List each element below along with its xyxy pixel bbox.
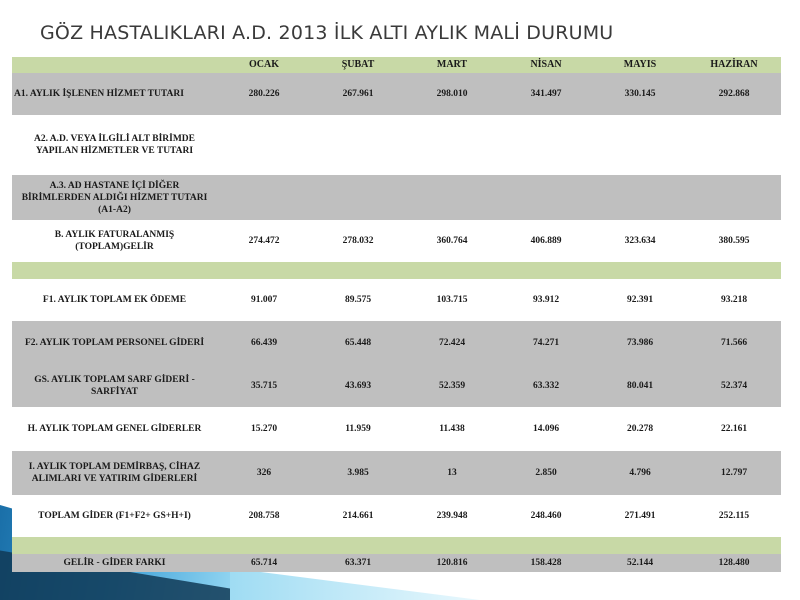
table-cell: 330.145 (593, 73, 687, 115)
table-cell (687, 175, 781, 220)
table-cell: 15.270 (217, 407, 311, 451)
separator-cell (311, 537, 405, 554)
column-header-mayis: MAYIS (593, 57, 687, 73)
table-row (12, 451, 781, 495)
table-cell: 252.115 (687, 495, 781, 537)
table-row (12, 279, 781, 321)
table-cell: 66.439 (217, 321, 311, 365)
table-cell: 35.715 (217, 365, 311, 407)
table-cell: 71.566 (687, 321, 781, 365)
separator-cell (311, 262, 405, 279)
column-header-subat: ŞUBAT (311, 57, 405, 73)
separator-cell (687, 537, 781, 554)
table-row (12, 365, 781, 407)
table-cell: 74.271 (499, 321, 593, 365)
table-cell: 52.359 (405, 365, 499, 407)
table-cell (593, 175, 687, 220)
table-row (12, 495, 781, 537)
separator-cell (499, 537, 593, 554)
table-cell (311, 115, 405, 175)
table-cell: 93.912 (499, 279, 593, 321)
table-cell (687, 115, 781, 175)
separator-cell (593, 262, 687, 279)
table-cell: 239.948 (405, 495, 499, 537)
table-cell: 208.758 (217, 495, 311, 537)
table-cell: 89.575 (311, 279, 405, 321)
row-label: GS. AYLIK TOPLAM SARF GİDERİ - SARFİYAT (12, 365, 217, 407)
table-cell: 63.371 (311, 554, 405, 572)
table-cell: 380.595 (687, 220, 781, 262)
table-cell: 12.797 (687, 451, 781, 495)
row-label: B. AYLIK FATURALANMIŞ (TOPLAM)GELİR (12, 220, 217, 262)
table-cell (499, 115, 593, 175)
table-cell: 341.497 (499, 73, 593, 115)
table-cell: 65.448 (311, 321, 405, 365)
row-label: I. AYLIK TOPLAM DEMİRBAŞ, CİHAZ ALIMLARI VE YATIRIM GİDERLERİ (12, 451, 217, 495)
table-cell (311, 175, 405, 220)
table-cell: 298.010 (405, 73, 499, 115)
table-cell: 73.986 (593, 321, 687, 365)
table-cell: 280.226 (217, 73, 311, 115)
table-cell: 93.218 (687, 279, 781, 321)
separator-row (12, 262, 781, 279)
table-cell: 214.661 (311, 495, 405, 537)
column-header-nisan: NİSAN (499, 57, 593, 73)
table-cell: 20.278 (593, 407, 687, 451)
table-cell: 248.460 (499, 495, 593, 537)
table-cell: 406.889 (499, 220, 593, 262)
header-label-cell (12, 57, 217, 73)
table-row (12, 321, 781, 365)
header-row (12, 57, 781, 73)
table-cell: 43.693 (311, 365, 405, 407)
table-cell: 65.714 (217, 554, 311, 572)
row-label: F2. AYLIK TOPLAM PERSONEL GİDERİ (12, 321, 217, 365)
table-cell: 292.868 (687, 73, 781, 115)
column-header-ocak: OCAK (217, 57, 311, 73)
table-row (12, 115, 781, 175)
row-label: A2. A.D. VEYA İLGİLİ ALT BİRİMDE YAPILAN HİZMETLER VE TUTARI (12, 115, 217, 175)
table-cell: 4.796 (593, 451, 687, 495)
separator-cell (217, 262, 311, 279)
table-cell (217, 115, 311, 175)
table-cell: 72.424 (405, 321, 499, 365)
separator-cell (687, 262, 781, 279)
separator-cell (405, 262, 499, 279)
table-cell (405, 115, 499, 175)
table-cell: 91.007 (217, 279, 311, 321)
table-cell: 326 (217, 451, 311, 495)
row-label: H. AYLIK TOPLAM GENEL GİDERLER (12, 407, 217, 451)
separator-cell (499, 262, 593, 279)
table-cell: 13 (405, 451, 499, 495)
table-cell: 52.374 (687, 365, 781, 407)
table-row (12, 407, 781, 451)
column-header-mart: MART (405, 57, 499, 73)
row-label: A1. AYLIK İŞLENEN HİZMET TUTARI (12, 73, 217, 115)
table-cell (217, 175, 311, 220)
table-cell: 274.472 (217, 220, 311, 262)
table-cell: 278.032 (311, 220, 405, 262)
separator-row (12, 537, 781, 554)
separator-cell (593, 537, 687, 554)
table-cell: 14.096 (499, 407, 593, 451)
table-cell: 323.634 (593, 220, 687, 262)
table-row (12, 220, 781, 262)
row-label: GELİR - GİDER FARKI (12, 554, 217, 572)
financial-table (12, 57, 781, 572)
row-label: TOPLAM GİDER (F1+F2+ GS+H+I) (12, 495, 217, 537)
table-cell: 80.041 (593, 365, 687, 407)
table-cell: 63.332 (499, 365, 593, 407)
table-cell: 22.161 (687, 407, 781, 451)
separator-cell (12, 262, 217, 279)
table-cell: 11.438 (405, 407, 499, 451)
table-cell (499, 175, 593, 220)
table-cell: 103.715 (405, 279, 499, 321)
table-cell: 3.985 (311, 451, 405, 495)
row-label: F1. AYLIK TOPLAM EK ÖDEME (12, 279, 217, 321)
separator-cell (217, 537, 311, 554)
table-cell: 271.491 (593, 495, 687, 537)
table-row (12, 175, 781, 220)
table-cell (405, 175, 499, 220)
table-cell: 2.850 (499, 451, 593, 495)
table-row (12, 554, 781, 572)
table-cell: 128.480 (687, 554, 781, 572)
separator-cell (405, 537, 499, 554)
table-row (12, 73, 781, 115)
row-label: A.3. AD HASTANE İÇİ DİĞER BİRİMLERDEN ALDIĞI HİZMET TUTARI (A1-A2) (12, 175, 217, 220)
table-cell: 120.816 (405, 554, 499, 572)
table-cell: 92.391 (593, 279, 687, 321)
table-cell: 11.959 (311, 407, 405, 451)
page-title: GÖZ HASTALIKLARI A.D. 2013 İLK ALTI AYLIK MALİ DURUMU (40, 22, 614, 44)
column-header-haziran: HAZİRAN (687, 57, 781, 73)
table-cell (593, 115, 687, 175)
table-cell: 52.144 (593, 554, 687, 572)
table-cell: 267.961 (311, 73, 405, 115)
table-cell: 158.428 (499, 554, 593, 572)
decorative-swoosh-light (230, 568, 480, 600)
separator-cell (12, 537, 217, 554)
table-cell: 360.764 (405, 220, 499, 262)
